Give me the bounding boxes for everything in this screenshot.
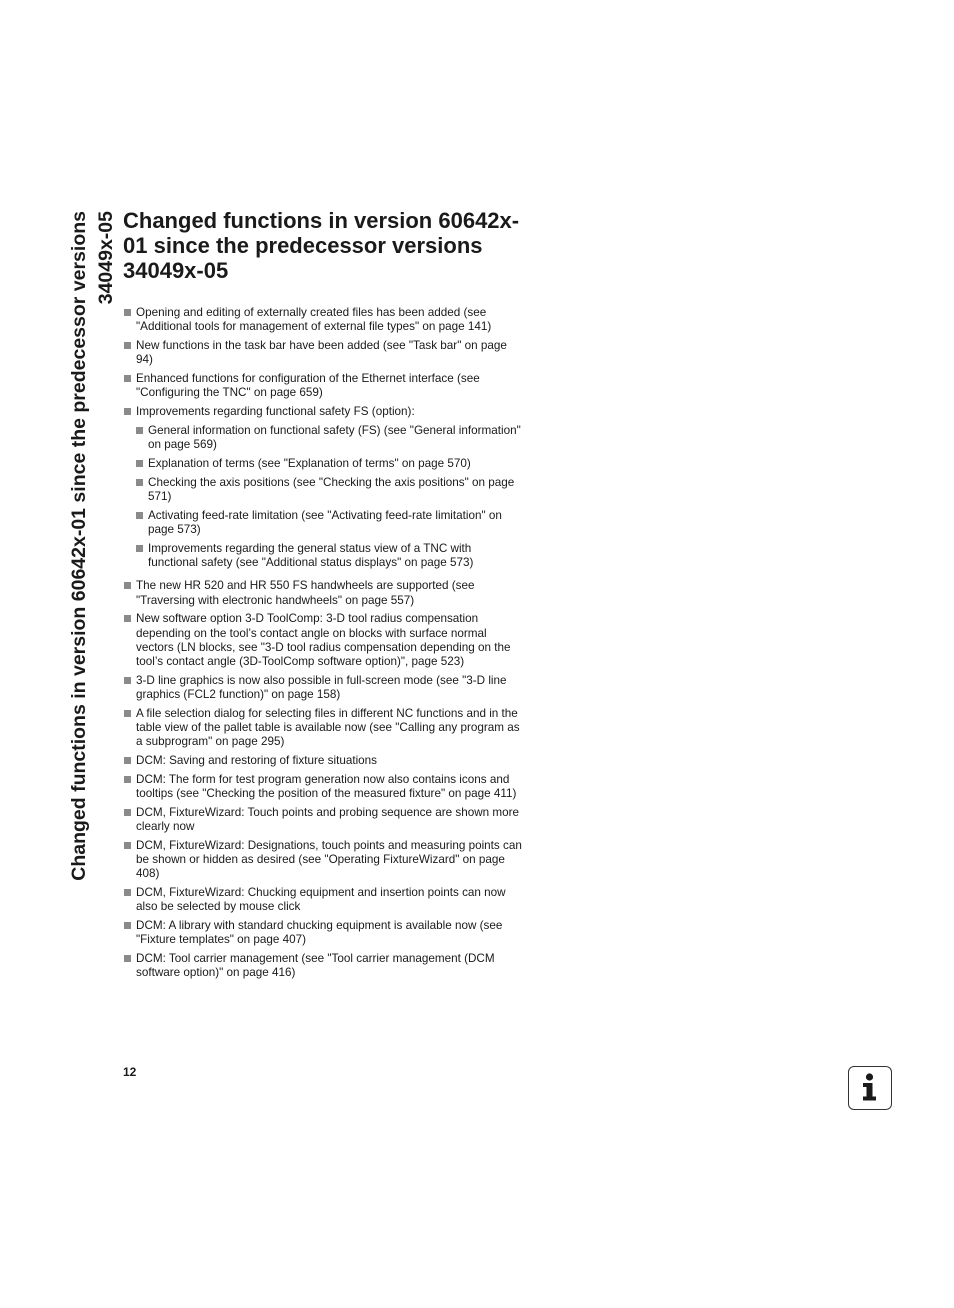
list-item-text: New functions in the task bar have been added (see "Task bar" on page 94): [136, 339, 507, 367]
changes-list: [123, 306, 523, 980]
list-item-text: Enhanced functions for configuration of the Ethernet interface (see "Configuring the TNC" on page 659): [136, 372, 480, 400]
list-item-text: DCM: Saving and restoring of fixture situations: [136, 754, 378, 768]
square-bullet-icon: [136, 545, 143, 552]
sub-list-item-text: Activating feed-rate limitation (see "Activating feed-rate limitation" on page 573): [148, 509, 502, 537]
square-bullet-icon: [124, 757, 131, 764]
page-number: 12: [123, 1065, 137, 1079]
sub-list-item: [123, 476, 523, 504]
list-item: [123, 952, 523, 980]
list-item: [123, 579, 523, 607]
list-item: [123, 405, 523, 570]
list-item: [123, 919, 523, 947]
list-item: [123, 886, 523, 914]
square-bullet-icon: [136, 460, 143, 467]
side-title-line-1: Changed functions in version 60642x-01 since the predecessor versions: [68, 211, 90, 881]
sub-list-item: [123, 424, 523, 452]
square-bullet-icon: [124, 955, 131, 962]
list-item-text: DCM, FixtureWizard: Touch points and probing sequence are shown more clearly now: [136, 805, 520, 834]
list-item: [123, 839, 523, 882]
sub-list: [136, 424, 523, 570]
list-item-text: DCM: Tool carrier management (see "Tool carrier management (DCM software option)" on page 416): [136, 952, 495, 980]
square-bullet-icon: [124, 375, 131, 382]
info-icon: [848, 1066, 892, 1110]
sub-list-item-text: Improvements regarding the general status view of a TNC with functional safety (see "Additional status displays" on page 573): [148, 542, 474, 570]
list-item: [123, 707, 523, 750]
side-title-line-2: 34049x-05: [95, 211, 117, 305]
list-item: [123, 612, 523, 669]
list-item-text: Opening and editing of externally created files has been added (see "Additional tools for management of external file types" on page 141): [136, 306, 492, 334]
list-item-text: Improvements regarding functional safety FS (option):: [136, 405, 415, 418]
square-bullet-icon: [124, 776, 131, 783]
square-bullet-icon: [124, 615, 131, 622]
list-item-text: 3-D line graphics is now also possible in full-screen mode (see "3-D line graphics (FCL2 function)" on page 158): [136, 673, 507, 702]
sub-list-item: [123, 542, 523, 570]
list-item-text: A file selection dialog for selecting files in different NC functions and in the table view of the pallet table is available now (see "Calling any program as a subprogram" on page 295): [136, 706, 520, 749]
square-bullet-icon: [124, 809, 131, 816]
sub-list-item: [123, 457, 523, 471]
list-item-text: DCM: A library with standard chucking equipment is available now (see "Fixture templates" on page 407): [136, 919, 503, 947]
square-bullet-icon: [124, 342, 131, 349]
square-bullet-icon: [124, 922, 131, 929]
list-item-text: DCM, FixtureWizard: Chucking equipment and insertion points can now also be selected by mouse click: [136, 886, 506, 914]
list-item-text: The new HR 520 and HR 550 FS handwheels are supported (see "Traversing with electronic handwheels" on page 557): [136, 579, 475, 607]
list-item-text: DCM: The form for test program generation now also contains icons and tooltips (see "Checking the position of the measured fixture" on page 411): [136, 772, 517, 801]
square-bullet-icon: [124, 842, 131, 849]
square-bullet-icon: [136, 512, 143, 519]
square-bullet-icon: [124, 889, 131, 896]
square-bullet-icon: [124, 408, 131, 415]
square-bullet-icon: [124, 309, 131, 316]
list-item: [123, 306, 523, 334]
page-title: Changed functions in version 60642x-01 since the predecessor versions 34049x-05: [123, 208, 520, 283]
list-item: [123, 339, 523, 367]
square-bullet-icon: [136, 427, 143, 434]
changes-list-container: [123, 306, 523, 985]
sub-list-item-text: Explanation of terms (see "Explanation of terms" on page 570): [148, 457, 471, 471]
sub-list-item: [123, 509, 523, 537]
square-bullet-icon: [124, 710, 131, 717]
square-bullet-icon: [124, 677, 131, 684]
list-item: [123, 674, 523, 702]
list-item: [123, 773, 523, 801]
sub-list-item-text: Checking the axis positions (see "Checking the axis positions" on page 571): [148, 476, 515, 504]
list-item-text: DCM, FixtureWizard: Designations, touch points and measuring points can be shown or hidden as desired (see "Operating FixtureWizard" on page 408): [136, 838, 522, 881]
list-item: [123, 372, 523, 400]
list-item: [123, 754, 523, 768]
list-item-text: New software option 3-D ToolComp: 3-D tool radius compensation depending on the tool’s contact angle on blocks with surface normal vectors (LN blocks, see "3-D tool radius compensation depending on the tool’s contact angle (3D-ToolComp software option)", page 523): [136, 612, 511, 669]
list-item: [123, 806, 523, 834]
square-bullet-icon: [136, 479, 143, 486]
sub-list-item-text: General information on functional safety (FS) (see "General information" on page 569): [148, 424, 521, 452]
square-bullet-icon: [124, 582, 131, 589]
